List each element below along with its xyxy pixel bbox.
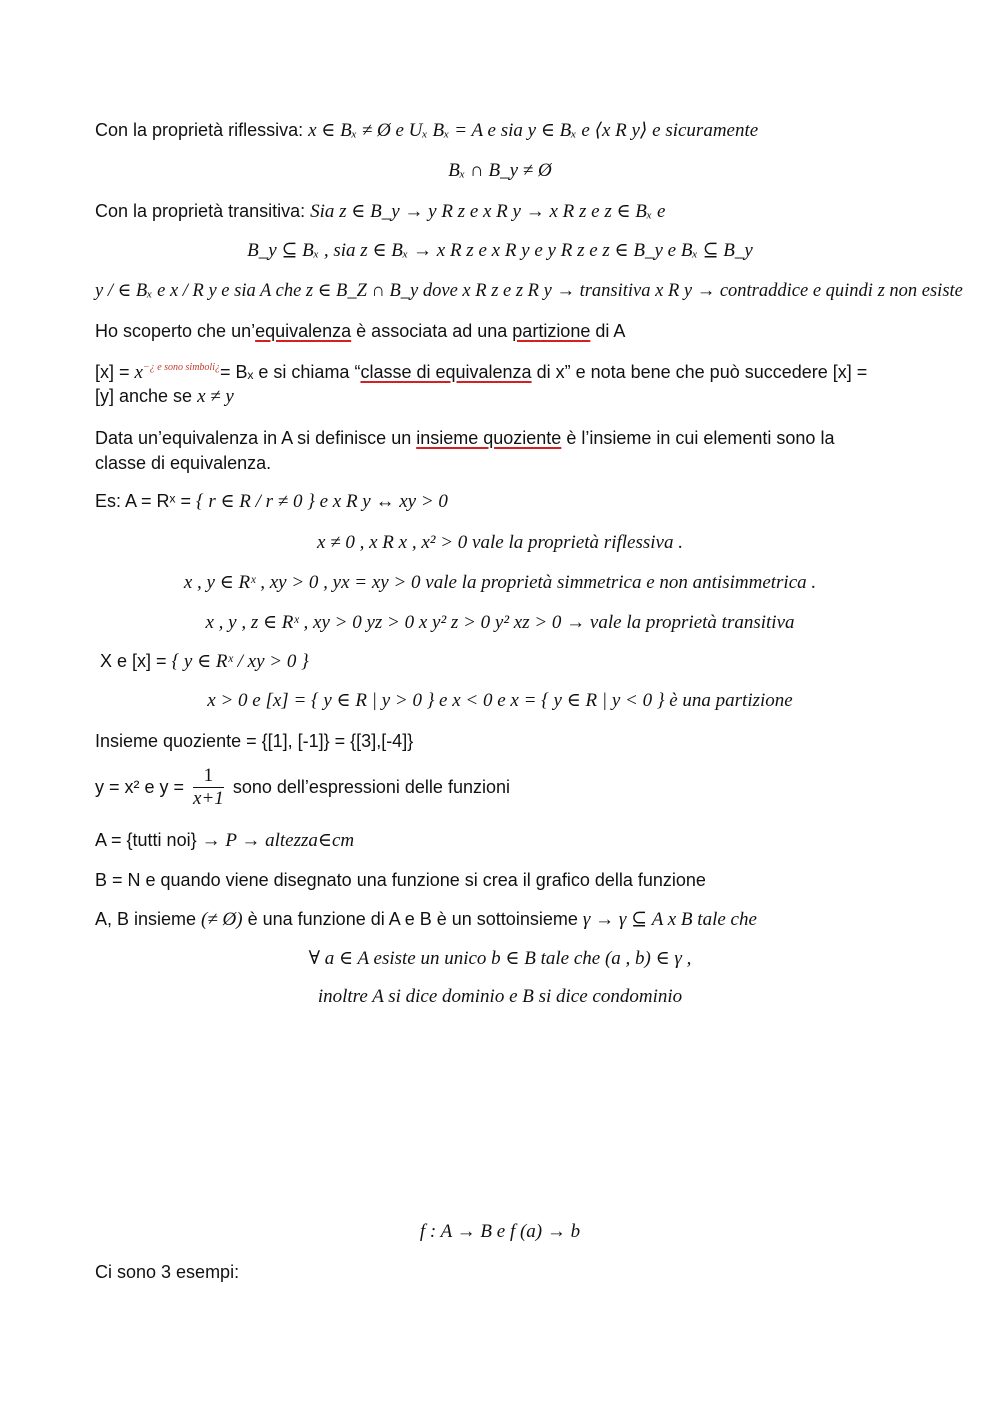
contradiction-formula: y / ∈ Bₓ e x / R y e sia A che z ∈ B_Z ∩ B_y dove x R z e z R y → transitiva x R y → contraddice e quindi z non esiste bbox=[95, 281, 963, 301]
reflexive-line: Con la proprietà riflessiva: x ∈ Bₓ ≠ Ø e Uₓ Bₓ = A e sia y ∈ Bₓ e ⟨x R y⟩ e sicuramente bbox=[95, 120, 759, 141]
quotient-definition: Data un’equivalenza in A si definisce un insieme quoziente è l’insieme in cui elementi sono la bbox=[95, 428, 835, 448]
example-line: Es: A = Rˣ = { r ∈ R / r ≠ 0 } e x R y ↔ xy > 0 bbox=[95, 491, 448, 512]
transitive-line: Con la proprietà transitiva: Sia z ∈ B_y → y R z e x R y → x R z e z ∈ Bₓ e bbox=[95, 201, 666, 222]
equivalence-class-line-cont: [y] anche se x ≠ y bbox=[95, 386, 234, 407]
class-example-line: X e [x] = { y ∈ Rˣ / xy > 0 } bbox=[100, 651, 309, 672]
graph-line: B = N e quando viene disegnato una funzione si crea il grafico della funzione bbox=[95, 870, 706, 890]
functions-line: y = x² e y = $\frac{1}{x+1}$ sono dell’espressioni delle funzioni bbox=[95, 765, 510, 809]
height-function-line: A = {tutti noi} → P → altezza∈cm bbox=[95, 830, 355, 851]
equivalence-partition-line: Ho scoperto che un’equivalenza è associata ad una partizione di A bbox=[95, 321, 626, 341]
quotient-definition-cont: classe di equivalenza. bbox=[95, 453, 272, 473]
function-definition-line: A, B insieme (≠ Ø) è una funzione di A e B è un sottoinsieme γ → γ ⊆ A x B tale che bbox=[95, 909, 757, 930]
reflexive-example: x ≠ 0 , x R x , x² > 0 vale la proprietà riflessiva . bbox=[317, 532, 683, 553]
function-mapping-formula: f : A → B e f (a) → b bbox=[419, 1221, 581, 1242]
examples-intro: Ci sono 3 esempi: bbox=[95, 1262, 240, 1282]
unique-element-formula: ∀ a ∈ A esiste un unico b ∈ B tale che (a , b) ∈ γ , bbox=[308, 948, 692, 969]
domain-codomain-line: inoltre A si dice dominio e B si dice condominio bbox=[317, 986, 683, 1007]
transitive-example: x , y , z ∈ Rˣ , xy > 0 yz > 0 x y² z > 0 y² xz > 0 → vale la proprietà transitiva bbox=[205, 612, 795, 633]
intersection-formula: Bₓ ∩ B_y ≠ Ø bbox=[448, 160, 552, 181]
quotient-set-line: Insieme quoziente = {[1], [-1]} = {[3],[-4]} bbox=[95, 731, 414, 751]
partition-formula: x > 0 e [x] = { y ∈ R | y > 0 } e x < 0 e x = { y ∈ R | y < 0 } è una partizione bbox=[207, 690, 793, 711]
subset-formula: B_y ⊆ Bₓ , sia z ∈ Bₓ → x R z e x R y e y R z e z ∈ B_y e Bₓ ⊆ B_y bbox=[247, 240, 753, 261]
symmetric-example: x , y ∈ Rˣ , xy > 0 , yx = xy > 0 vale la proprietà simmetrica e non antisimmetrica . bbox=[183, 572, 817, 593]
equivalence-class-line: $[x] = x^{-¿ e sono simboli¿}= B_x$ e si chiama “classe di equivalenza di x” e nota bene che può succedere [x] = bbox=[95, 362, 868, 383]
fraction-expression: $\frac{1}{x+1}$ bbox=[193, 765, 224, 809]
